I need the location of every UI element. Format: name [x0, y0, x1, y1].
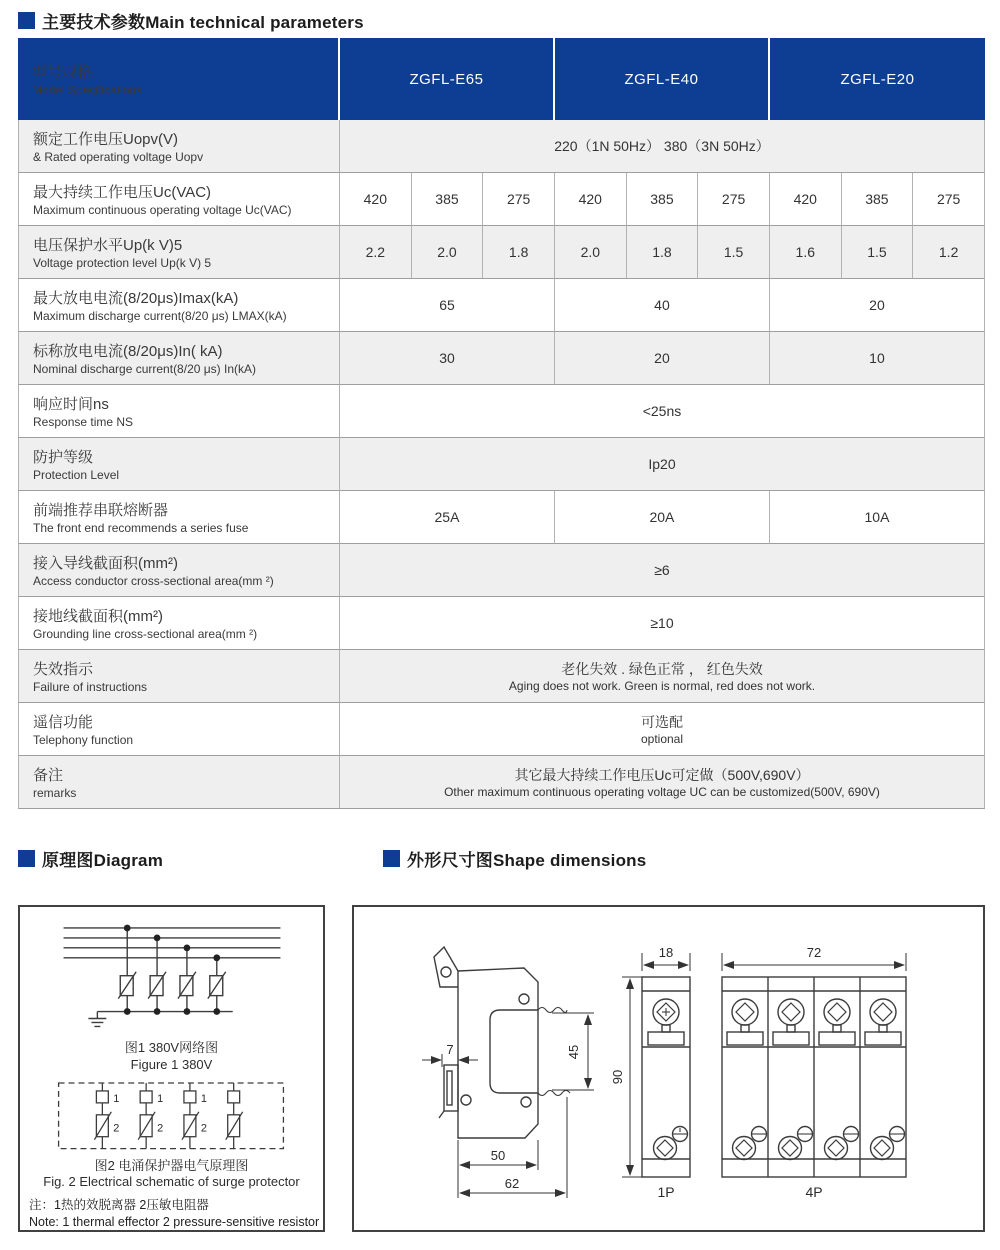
header-model-e40: ZGFL-E40 — [555, 38, 770, 120]
cell-value: 385 — [412, 173, 484, 226]
diagram-title-text: 原理图Diagram — [42, 851, 164, 870]
cell-value: Ip20 — [340, 438, 985, 491]
cell-value-zh: 其它最大持续工作电压Uc可定做（500V,690V） — [514, 767, 810, 783]
row-label-en: remarks — [33, 786, 77, 800]
cell-value: 20 — [770, 279, 985, 332]
label-4p: 4P — [805, 1184, 823, 1200]
row-label-en: The front end recommends a series fuse — [33, 521, 249, 535]
cell-value: 2.0 — [412, 226, 484, 279]
row-max-continuous-voltage — [18, 173, 985, 226]
blue-square-icon — [18, 850, 35, 867]
row-label — [18, 756, 340, 809]
cell-value: 20 — [555, 332, 770, 385]
shape-dimensions-box — [352, 905, 985, 1232]
cell-value: 25A — [340, 491, 555, 544]
figure2-caption-en: Fig. 2 Electrical schematic of surge protector — [43, 1173, 300, 1189]
spd-schematic-figure — [54, 1079, 290, 1155]
cell-value: 275 — [913, 173, 985, 226]
network-circuit-figure — [41, 919, 303, 1040]
row-label-en: Voltage protection level Up(k V) 5 — [33, 256, 212, 270]
cell-value: 2.0 — [555, 226, 627, 279]
row-label-zh: 防护等级 — [33, 449, 94, 466]
row-label-en: & Rated operating voltage Uopv — [33, 150, 204, 164]
row-label-zh: 最大放电电流(8/20μs)Imax(kA) — [33, 290, 239, 307]
row-label-zh: 前端推荐串联熔断器 — [33, 502, 169, 519]
cell-value: 420 — [770, 173, 842, 226]
row-label-en: Access conductor cross-sectional area(mm ²) — [33, 574, 274, 588]
cell-value-en: Aging does not work. Green is normal, red does not work. — [508, 679, 816, 693]
marker-1: 1 — [112, 1092, 119, 1105]
dim-62-label: 62 — [504, 1176, 520, 1191]
row-nominal-discharge-current — [18, 332, 985, 385]
header-model-e65: ZGFL-E65 — [340, 38, 555, 120]
header-model-spec — [18, 38, 340, 120]
cell-value: ≥10 — [340, 597, 985, 650]
cell-value: <25ns — [340, 385, 985, 438]
dim-18-label: 18 — [658, 945, 674, 960]
dimension-drawing — [354, 907, 983, 1230]
cell-value-zh: 可选配 — [641, 714, 683, 730]
row-label — [18, 279, 340, 332]
cell-value: 30 — [340, 332, 555, 385]
figure2-caption — [43, 1158, 300, 1191]
row-label — [18, 332, 340, 385]
cell-value-zh: 老化失效 . 绿色正常 ， 红色失效 — [561, 661, 763, 677]
cell-value: 20A — [555, 491, 770, 544]
main-section-title — [18, 8, 364, 33]
label-1p: 1P — [657, 1184, 675, 1200]
front-view-1p — [642, 977, 690, 1177]
cell-value: 385 — [842, 173, 914, 226]
cell-value: 420 — [555, 173, 627, 226]
spec-table — [18, 38, 985, 809]
cell-value: 275 — [698, 173, 770, 226]
row-telephony-function — [18, 703, 985, 756]
cell-value: 2.2 — [340, 226, 412, 279]
row-rated-voltage — [18, 120, 985, 173]
row-label-en: Maximum continuous operating voltage Uc(VAC) — [33, 203, 292, 217]
cell-value: 275 — [483, 173, 555, 226]
cell-value — [340, 756, 985, 809]
row-protection-level — [18, 438, 985, 491]
row-label-en: Telephony function — [33, 733, 134, 747]
dim-90-label: 90 — [610, 1069, 625, 1085]
row-label — [18, 491, 340, 544]
row-label — [18, 544, 340, 597]
row-voltage-protection-level — [18, 226, 985, 279]
cell-value: 1.6 — [770, 226, 842, 279]
front-view-1p-dimensions — [622, 953, 690, 1177]
row-label — [18, 120, 340, 173]
cell-value: 1.2 — [913, 226, 985, 279]
cell-value: 10A — [770, 491, 985, 544]
row-max-discharge-current — [18, 279, 985, 332]
row-label-zh: 响应时间ns — [33, 396, 109, 413]
blue-square-icon — [18, 12, 35, 29]
row-label-zh: 标称放电电流(8/20μs)In( kA) — [33, 343, 223, 360]
row-label-en: Maximum discharge current(8/20 μs) LMAX(kA) — [33, 309, 287, 323]
figure2-caption-zh: 图2 电涌保护器电气原理图 — [94, 1157, 249, 1173]
main-title-text: 主要技术参数Main technical parameters — [42, 13, 364, 32]
row-label-en: Nominal discharge current(8/20 μs) In(kA) — [33, 362, 256, 376]
figure1-caption-zh: 图1 380V网络图 — [124, 1040, 219, 1056]
figure1-caption-en: Figure 1 380V — [130, 1056, 213, 1072]
cell-value — [340, 703, 985, 756]
cell-value: 385 — [627, 173, 699, 226]
diagram-note-zh: 注：1热的效脱离器 2压敏电阻器 — [29, 1198, 209, 1212]
row-label-zh: 失效指示 — [33, 661, 94, 678]
diagram-box — [18, 905, 325, 1232]
marker-2: 2 — [112, 1122, 119, 1135]
row-label — [18, 650, 340, 703]
row-label — [18, 597, 340, 650]
row-label-zh: 备注 — [33, 767, 64, 784]
row-series-fuse — [18, 491, 985, 544]
blue-square-icon — [383, 850, 400, 867]
row-label-zh: 最大持续工作电压Uc(VAC) — [33, 184, 212, 201]
row-label-en: Protection Level — [33, 468, 120, 482]
marker-2: 2 — [156, 1122, 163, 1135]
row-label — [18, 226, 340, 279]
marker-1: 1 — [200, 1092, 207, 1105]
cell-value: 1.8 — [627, 226, 699, 279]
cell-value: 1.5 — [842, 226, 914, 279]
row-label-zh: 额定工作电压Uopv(V) — [33, 131, 179, 148]
row-access-conductor-area — [18, 544, 985, 597]
row-label — [18, 438, 340, 491]
dim-45-label: 45 — [566, 1044, 581, 1060]
header-label-en: Model Specifications — [32, 83, 143, 97]
row-label-en: Grounding line cross-sectional area(mm ²) — [33, 627, 258, 641]
marker-2: 2 — [200, 1122, 207, 1135]
row-failure-indication — [18, 650, 985, 703]
shape-section-title — [383, 846, 646, 871]
front-view-4p — [722, 977, 906, 1177]
table-header-row — [18, 38, 985, 120]
diagram-section-title — [18, 846, 163, 871]
cell-value-en: optional — [640, 732, 684, 746]
row-label — [18, 173, 340, 226]
header-label-zh: 型号规格 — [32, 64, 93, 81]
figure1-caption — [125, 1040, 218, 1073]
side-view-outline — [434, 947, 570, 1138]
row-label-zh: 接地线截面积(mm²) — [33, 608, 163, 625]
cell-value: 1.8 — [483, 226, 555, 279]
dim-7-label: 7 — [446, 1042, 454, 1057]
cell-value: ≥6 — [340, 544, 985, 597]
row-label — [18, 703, 340, 756]
row-grounding-line-area — [18, 597, 985, 650]
dim-50-label: 50 — [490, 1148, 506, 1163]
row-label-en: Response time NS — [33, 415, 134, 429]
marker-1: 1 — [156, 1092, 163, 1105]
shape-title-text: 外形尺寸图Shape dimensions — [407, 851, 647, 870]
diagram-note — [29, 1197, 319, 1230]
cell-value: 220（1N 50Hz） 380（3N 50Hz） — [340, 120, 985, 173]
cell-value: 10 — [770, 332, 985, 385]
dim-72-label: 72 — [806, 945, 822, 960]
row-remarks — [18, 756, 985, 809]
row-response-time — [18, 385, 985, 438]
row-label-zh: 接入导线截面积(mm²) — [33, 555, 178, 572]
cell-value: 65 — [340, 279, 555, 332]
row-label-en: Failure of instructions — [33, 680, 148, 694]
row-label-zh: 遥信功能 — [33, 714, 94, 731]
row-label-zh: 电压保护水平Up(k V)5 — [33, 237, 183, 254]
diagram-note-en: Note: 1 thermal effector 2 pressure-sensitive resistor — [29, 1214, 320, 1229]
cell-value: 1.5 — [698, 226, 770, 279]
cell-value — [340, 650, 985, 703]
header-model-e20: ZGFL-E20 — [770, 38, 985, 120]
cell-value-en: Other maximum continuous operating voltage UC can be customized(500V, 690V) — [444, 785, 880, 799]
cell-value: 40 — [555, 279, 770, 332]
row-label — [18, 385, 340, 438]
cell-value: 420 — [340, 173, 412, 226]
